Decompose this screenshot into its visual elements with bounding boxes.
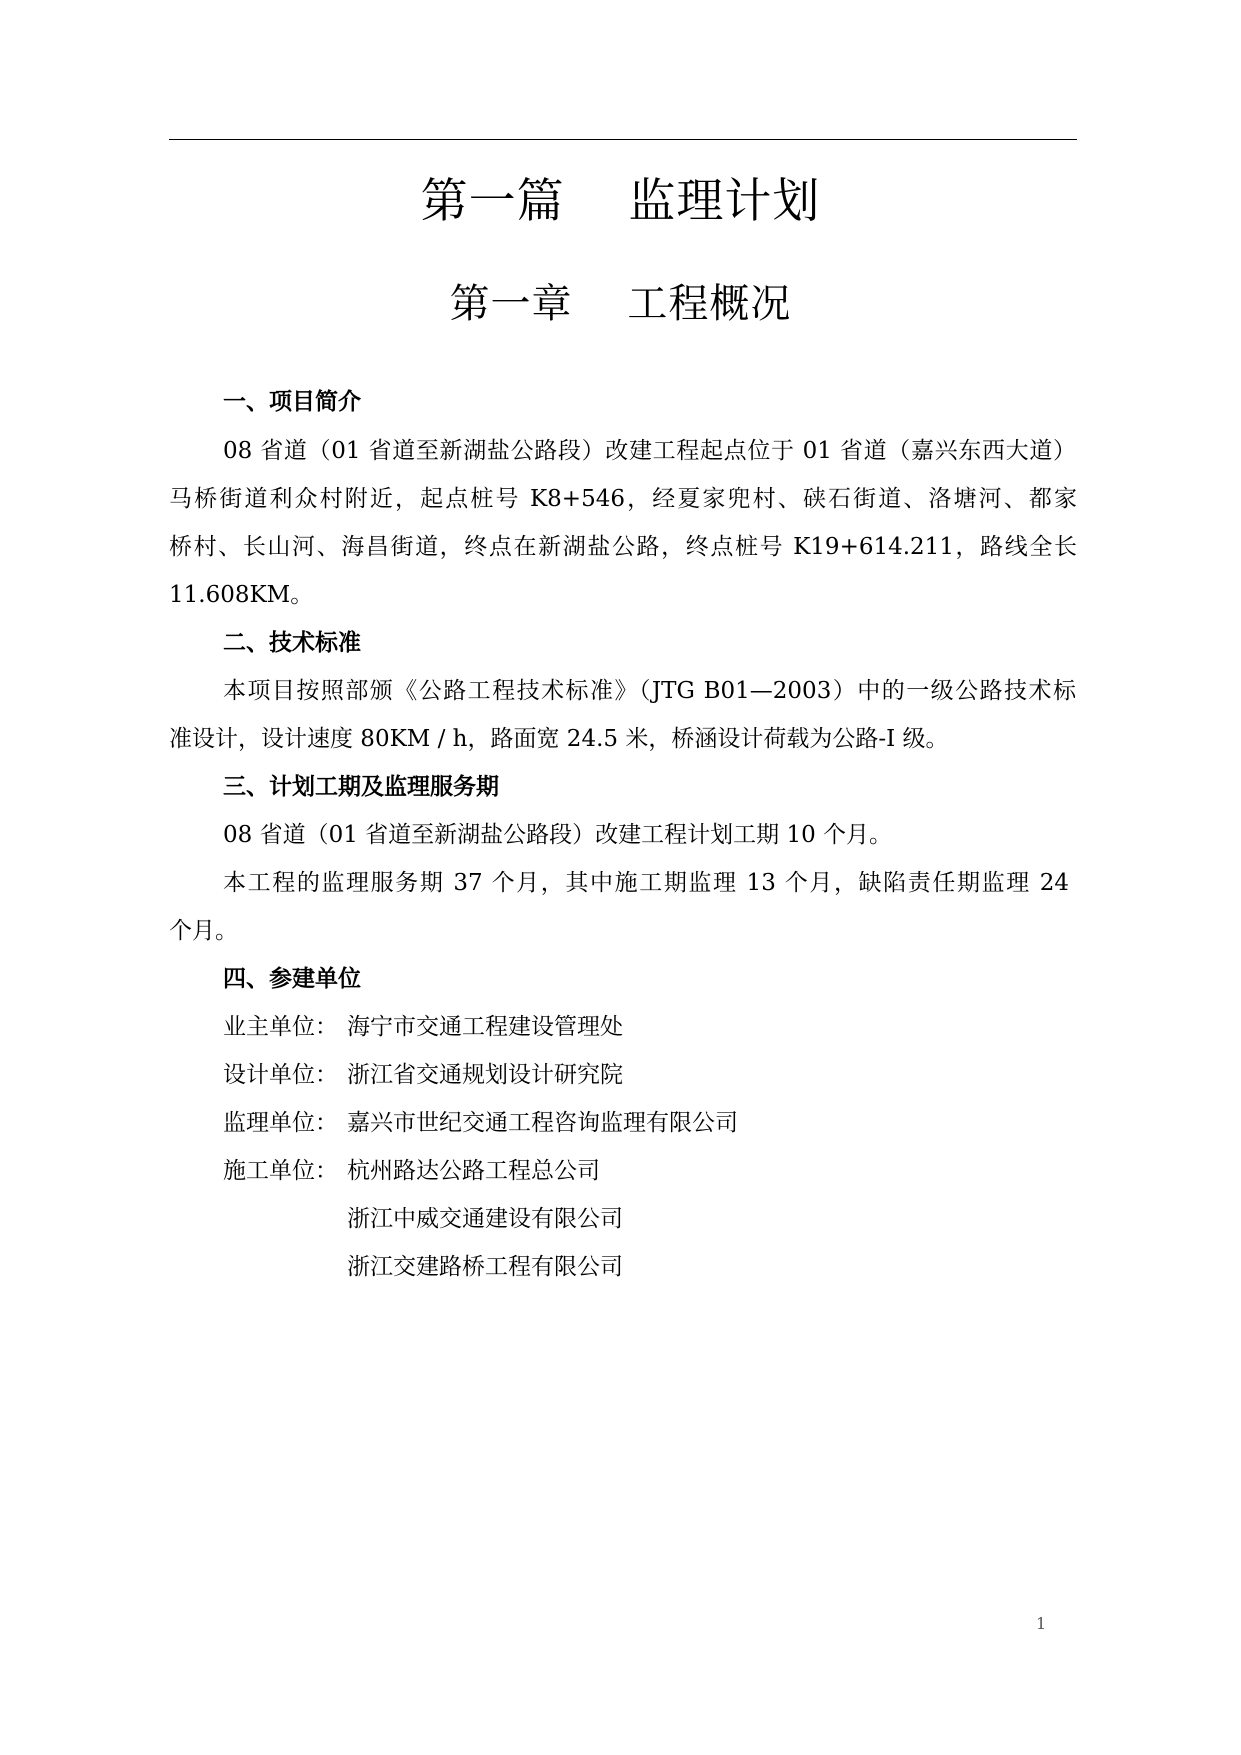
paragraph-line: 准设计，设计速度 80KM / h，路面宽 24.5 米，桥涵设计荷载为公路-I 级。 [169, 726, 949, 752]
paragraph-line: 个月。 [169, 918, 238, 944]
unit-name-supervision: 嘉兴市世纪交通工程咨询监理有限公司 [347, 1110, 738, 1136]
section-heading-schedule: 三、计划工期及监理服务期 [223, 774, 499, 800]
paragraph-line: 08 省道（01 省道至新湖盐公路段）改建工程起点位于 01 省道（嘉兴东西大道） [223, 438, 1076, 464]
unit-label-design: 设计单位： [223, 1062, 338, 1088]
part-title: 第一篇 监理计划 [420, 174, 821, 229]
paragraph-line: 11.608KM。 [169, 582, 314, 608]
paragraph-line: 本项目按照部颁《公路工程技术标准》（JTG B01—2003）中的一级公路技术标 [223, 678, 1076, 704]
paragraph-line: 马桥街道利众村附近，起点桩号 K8+546，经夏家兜村、硖石街道、洛塘河、都家 [169, 486, 1077, 512]
section-heading-participants: 四、参建单位 [223, 966, 361, 992]
paragraph-line: 08 省道（01 省道至新湖盐公路段）改建工程计划工期 10 个月。 [223, 822, 893, 848]
section-heading-project-intro: 一、项目简介 [223, 389, 361, 415]
paragraph-line: 本工程的监理服务期 37 个月，其中施工期监理 13 个月，缺陷责任期监理 24 [223, 870, 1069, 896]
chapter-title: 第一章 工程概况 [449, 281, 792, 327]
section-heading-tech-standard: 二、技术标准 [223, 630, 361, 656]
paragraph-line: 桥村、长山河、海昌街道，终点在新湖盐公路，终点桩号 K19+614.211，路线全长 [169, 534, 1077, 560]
unit-name-construction: 浙江中威交通建设有限公司 [347, 1206, 623, 1232]
unit-name-construction: 浙江交建路桥工程有限公司 [347, 1254, 623, 1280]
unit-name-owner: 海宁市交通工程建设管理处 [347, 1014, 623, 1040]
unit-name-construction: 杭州路达公路工程总公司 [347, 1158, 600, 1184]
page-number: 1 [1036, 1614, 1047, 1633]
unit-name-design: 浙江省交通规划设计研究院 [347, 1062, 623, 1088]
unit-label-construction: 施工单位： [223, 1158, 338, 1184]
unit-label-supervision: 监理单位： [223, 1110, 338, 1136]
unit-label-owner: 业主单位： [223, 1014, 338, 1040]
header-rule [169, 139, 1077, 140]
